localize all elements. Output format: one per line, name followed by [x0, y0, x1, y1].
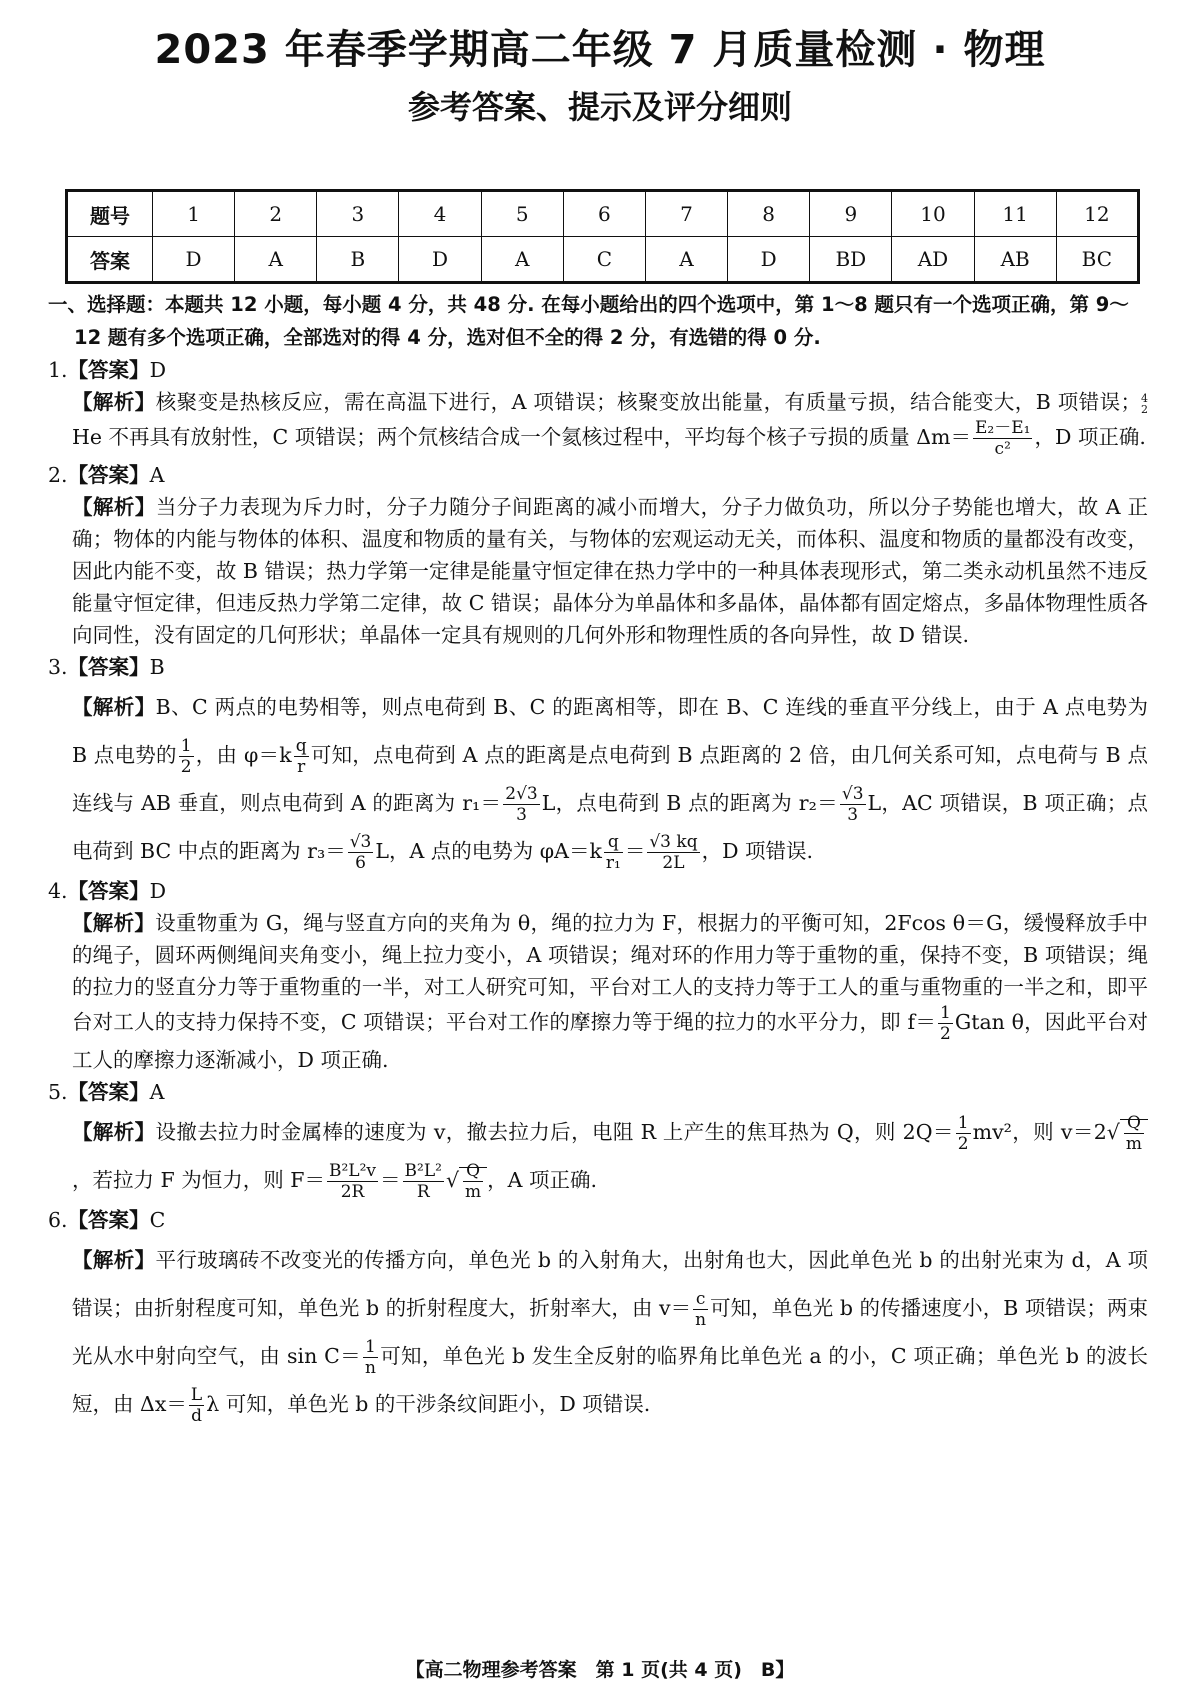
table-cell: C: [563, 237, 645, 283]
numerator: Q: [463, 1161, 483, 1182]
question-6-explanation: [48, 1236, 1148, 1428]
explanation-text: 平行玻璃砖不改变光的传播方向，单色光 b 的入射角大，出射角也大，因此单色光 b 的出射光束为 d，A 项错误；由折射程度可知，单色光 b 的折射程度大，折射率大，由 v＝: [72, 1248, 1148, 1320]
question-number: 6.: [48, 1208, 68, 1232]
fraction: [463, 1161, 483, 1202]
question-5-answer-line: [48, 1076, 1148, 1108]
question-1-answer-line: [48, 354, 1148, 386]
question-4-answer-line: [48, 875, 1148, 907]
numerator: √3 kq: [649, 832, 698, 852]
question-2-explanation: [48, 491, 1148, 651]
analysis-tag: 【解析】: [72, 390, 156, 414]
question-6-answer-line: [48, 1204, 1148, 1236]
section-intro: 一、选择题：本题共 12 小题，每小题 4 分，共 48 分. 在每小题给出的四个选项中，第 1～8 题只有一个选项正确，第 9～12 题有多个选项正确，全部选对的得 4 分，选对但不全的得 2 分，有选错的得 0 分.: [48, 293, 1129, 349]
sqrt-body: [459, 1161, 487, 1202]
question-number-row: [67, 191, 1139, 237]
table-cell: 7: [645, 191, 727, 237]
numerator: q: [604, 832, 623, 853]
analysis-tag: 【解析】: [72, 1248, 156, 1272]
question-1: [48, 354, 1148, 459]
explanation-text: ，A 项正确.: [487, 1168, 597, 1192]
numerator: 1: [957, 1113, 969, 1133]
answer-row: [67, 237, 1139, 283]
answer-value: A: [149, 463, 165, 487]
table-cell: 6: [563, 191, 645, 237]
explanation-text: ，D 项错误.: [701, 839, 814, 863]
explanation-text: 可知，单色光 b 的传播速度小，B 项错误；两束光从水中射向空气，由 sin C＝: [72, 1296, 1148, 1368]
fraction: [294, 736, 309, 777]
sqrt-symbol: √: [1106, 1120, 1120, 1144]
isotope-mass-number: 4: [1141, 391, 1148, 405]
fraction: [973, 418, 1032, 459]
question-6: [48, 1204, 1148, 1428]
denominator: R: [416, 1182, 430, 1202]
table-cell: 8: [728, 191, 810, 237]
answer-tag: 【答案】: [67, 463, 150, 487]
row-label-number: 题号: [67, 191, 153, 237]
fraction: [1124, 1113, 1144, 1154]
sqrt-body: [1120, 1113, 1148, 1154]
fraction: [327, 1161, 378, 1202]
sqrt-symbol: √: [445, 1168, 460, 1192]
row-label-answer: 答案: [67, 237, 153, 283]
explanation-text: Gtan θ，因此平台对工人的摩擦力逐渐减小，D 项正确.: [72, 1010, 1148, 1072]
denominator: 2: [940, 1024, 951, 1044]
question-3-answer-line: [48, 651, 1148, 683]
table-cell: 5: [481, 191, 563, 237]
numerator: B²L²v: [329, 1161, 377, 1181]
explanation-text: L，点电荷到 B 点的距离为 r₂＝: [541, 791, 838, 815]
explanation-text: λ 可知，单色光 b 的干涉条纹间距小，D 项错误.: [206, 1392, 651, 1416]
explanation-text: ，D 项正确.: [1034, 425, 1146, 449]
question-1-explanation: [48, 386, 1148, 459]
table-cell: B: [317, 237, 399, 283]
analysis-tag: 【解析】: [72, 911, 156, 935]
table-cell: 9: [810, 191, 892, 237]
question-number: 4.: [48, 879, 68, 903]
analysis-tag: 【解析】: [72, 495, 156, 519]
explanation-text: 当分子力表现为斥力时，分子力随分子间距离的减小而增大，分子力做负功，所以分子势能也增大，故 A 正确；物体的内能与物体的体积、温度和物质的量有关，与物体的宏观运动无关，而体积、温度和物质的量都没有改变，因此内能不变，故 B 错误；热力学第一定律是能量守恒定律在热力学中的一种具体表现形式，第二类永动机虽然不违反能量守恒定律，但违反热力学第二定律，故 C 错误；晶体分为单晶体和多晶体，晶体都有固定熔点，多晶体物理性质各向同性，没有固定的几何形状；单晶体一定具有规则的几何外形和物理性质的各向异性，故 D 错误.: [72, 495, 1149, 647]
table-cell: 11: [974, 191, 1056, 237]
explanation-text: 设撤去拉力时金属棒的速度为 v，撤去拉力后，电阻 R 上产生的焦耳热为 Q，则 2Q＝: [155, 1120, 954, 1144]
question-5: [48, 1076, 1148, 1204]
explanation-text: 可知，点电荷到 A 点的距离是点电荷到 B 点距离的 2 倍，由几何关系可知，点电荷与 B 点连线与 AB 垂直，则点电荷到 A 的距离为 r₁＝: [72, 743, 1148, 815]
numerator: √3: [841, 784, 864, 804]
explanation-text: 设重物重为 G，绳与竖直方向的夹角为 θ，绳的拉力为 F，根据力的平衡可知，2Fcos θ＝G，缓慢释放手中的绳子，圆环两侧绳间夹角变小，绳上拉力变小，A 项错误；绳对环的作用力等于重物的重，保持不变，B 项错误；绳的拉力的竖直分力等于重物重的一半，对工人研究可知，平台对工人的支持力等于工人的重与重物重的一半之和，即平台对工人的支持力保持不变，C 项错误；平台对工作的摩擦力等于绳的拉力的水平分力，即 f＝: [72, 911, 1149, 1034]
answer-value: A: [149, 1080, 165, 1104]
denominator: 3: [847, 805, 859, 825]
question-4: [48, 875, 1148, 1076]
denominator: m: [465, 1182, 482, 1202]
answer-value: B: [149, 655, 165, 679]
explanation-text: ，由 φ＝k: [195, 743, 292, 767]
table-cell: AD: [892, 237, 974, 283]
denominator: 2R: [340, 1182, 365, 1202]
table-cell: AB: [974, 237, 1056, 283]
answer-value: D: [149, 358, 166, 382]
page-title: 2023 年春季学期高二年级 7 月质量检测 · 物理: [154, 27, 1046, 73]
answer-table: [65, 189, 1140, 284]
numerator: B²L²: [404, 1161, 442, 1181]
table-cell: D: [399, 237, 481, 283]
explanation-text: 可知，单色光 b 发生全反射的临界角比单色光 a 的小，C 项正确；单色光 b 的波长短，由 Δx＝: [72, 1344, 1149, 1416]
fraction: [647, 832, 699, 873]
denominator: c²: [994, 439, 1011, 459]
fraction: [956, 1113, 971, 1154]
fraction: [363, 1337, 378, 1378]
denominator: 2: [957, 1134, 969, 1154]
numerator: 1: [940, 1003, 951, 1023]
answer-tag: 【答案】: [67, 1208, 150, 1232]
numerator: Q: [1124, 1113, 1144, 1134]
question-3-explanation: [48, 683, 1148, 875]
fraction: [403, 1161, 444, 1202]
denominator: 6: [355, 853, 366, 873]
numerator: E₂－E₁: [975, 418, 1031, 438]
page-footer: 【高二物理参考答案 第 1 页(共 4 页) B】: [405, 1659, 795, 1681]
denominator: r: [297, 757, 306, 777]
numerator: 1: [180, 736, 192, 756]
explanation-text: 核聚变是热核反应，需在高温下进行，A 项错误；核聚变放出能量，有质量亏损，结合能变大，B 项错误；: [155, 390, 1141, 414]
denominator: n: [364, 1358, 376, 1378]
numerator: L: [190, 1385, 203, 1405]
explanation-text: ，若拉力 F 为恒力，则 F＝: [72, 1168, 325, 1192]
question-5-explanation: [48, 1108, 1148, 1204]
denominator: m: [1125, 1134, 1142, 1154]
explanation-text: B、C 两点的电势相等，则点电荷到 B、C 的距离相等，即在 B、C 连线的垂直平分线上，由于 A 点电势为 B 点电势的: [72, 695, 1148, 767]
table-cell: D: [153, 237, 235, 283]
numerator: 2√3: [505, 784, 538, 804]
explanation-text: L，AC 项错误，B 项正确；点电荷到 BC 中点的距离为 r₃＝: [72, 791, 1148, 863]
numerator: c: [693, 1289, 708, 1310]
question-number: 1.: [48, 358, 68, 382]
table-cell: 1: [153, 191, 235, 237]
denominator: 3: [516, 805, 527, 825]
table-cell: 4: [399, 191, 481, 237]
answer-value: C: [149, 1208, 166, 1232]
denominator: 2: [180, 757, 192, 777]
fraction: [693, 1289, 708, 1330]
question-3: [48, 651, 1148, 875]
document-body: [48, 288, 1148, 1428]
explanation-text: ＝: [624, 839, 646, 863]
numerator: q: [295, 736, 307, 756]
question-4-explanation: [48, 907, 1148, 1076]
explanation-text: mv²，则 v＝2: [972, 1120, 1107, 1144]
table-cell: BD: [810, 237, 892, 283]
answer-tag: 【答案】: [67, 879, 150, 903]
table-cell: 2: [235, 191, 317, 237]
question-number: 2.: [48, 463, 68, 487]
denominator: r₁: [605, 853, 621, 873]
numerator: 1: [363, 1337, 378, 1358]
numerator: √3: [349, 832, 372, 852]
explanation-text: He 不再具有放射性，C 项错误；两个氘核结合成一个氦核过程中，平均每个核子亏损的质量 Δm＝: [72, 425, 971, 449]
question-number: 3.: [48, 655, 68, 679]
fraction: [189, 1385, 204, 1426]
answer-tag: 【答案】: [67, 655, 150, 679]
answer-tag: 【答案】: [67, 358, 150, 382]
fraction: [348, 832, 374, 873]
table-cell: A: [235, 237, 317, 283]
question-2: [48, 459, 1148, 651]
answer-value: D: [149, 879, 166, 903]
fraction: [503, 784, 539, 825]
analysis-tag: 【解析】: [72, 695, 156, 719]
table-cell: A: [481, 237, 563, 283]
fraction: [840, 784, 866, 825]
denominator: d: [191, 1406, 202, 1426]
fraction: [179, 736, 194, 777]
answer-tag: 【答案】: [67, 1080, 150, 1104]
isotope-atomic-number: 2: [1141, 402, 1148, 416]
explanation-text: L，A 点的电势为 φA＝k: [375, 839, 602, 863]
question-2-answer-line: [48, 459, 1148, 491]
table-cell: A: [645, 237, 727, 283]
table-cell: D: [728, 237, 810, 283]
table-cell: 3: [317, 191, 399, 237]
table-cell: BC: [1056, 237, 1138, 283]
denominator: 2L: [662, 853, 685, 873]
page-subtitle: 参考答案、提示及评分细则: [407, 88, 792, 126]
table-cell: 12: [1056, 191, 1138, 237]
fraction: [938, 1003, 953, 1044]
table-cell: 10: [892, 191, 974, 237]
fraction: [604, 832, 623, 873]
analysis-tag: 【解析】: [72, 1120, 156, 1144]
denominator: n: [695, 1310, 707, 1330]
explanation-text: ＝: [380, 1168, 401, 1192]
question-number: 5.: [48, 1080, 68, 1104]
